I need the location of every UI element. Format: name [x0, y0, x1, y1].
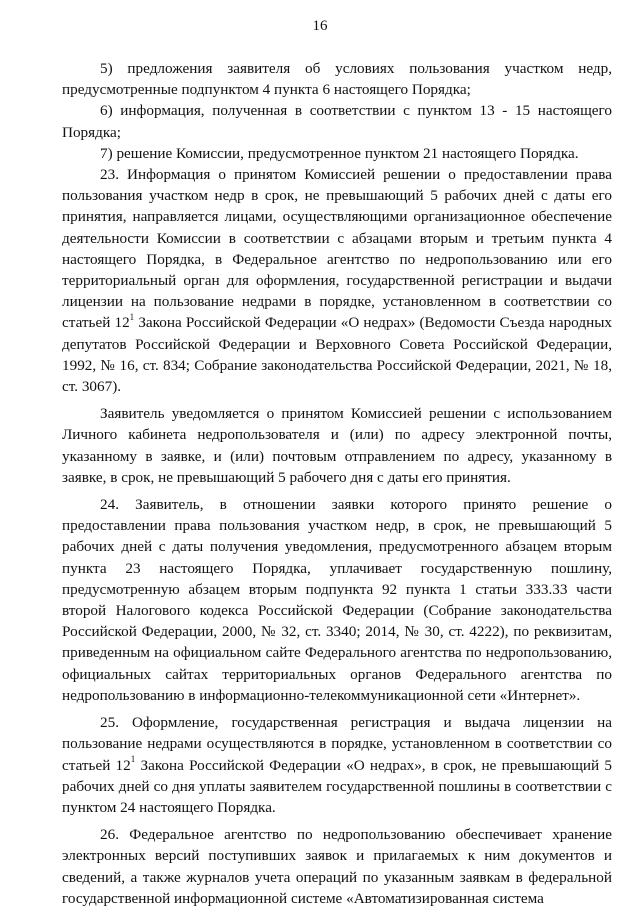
paragraph-23-tail: Закона Российской Федерации «О недрах» (Ведомости Съезда народных депутатов Российской Федерации и Верховного Совета Российской Федерации, 1992, № 16, ст. 834; Собрание законодательства Российской Федерации, 2021, № 18, ст. 3067).	[62, 314, 612, 396]
paragraph-item-7: 7) решение Комиссии, предусмотренное пунктом 21 настоящего Порядка.	[100, 144, 579, 162]
paragraph-item-6: 6) информация, полученная в соответствии с пунктом 13 - 15 настоящего Порядка;	[62, 102, 612, 141]
page-number: 16	[312, 18, 328, 34]
paragraph-25-text: 25. Оформление, государственная регистрация и выдача лицензии на пользование недрами осуществляются в порядке, установленном в соответствии со статьей 12	[62, 714, 612, 774]
paragraph-24: 24. Заявитель, в отношении заявки которого принято решение о предоставлении права пользования участком недр, в срок, не превышающий 5 рабочих дней с даты получения уведомления, предусмотренного абзацем вторым пункта 23 настоящего Порядка, уплачивает государственную пошлину, предусмотренную абзацем вторым подпункта 92 пункта 1 статьи 333.33 части второй Налогового кодекса Российской Федерации (Собрание законодательства Российской Федерации, 2000, № 32, ст. 3340; 2014, № 30, ст. 4222), по реквизитам, приведенным на официальном сайте Федерального агентства по недропользованию, официальных сайтах территориальных органов Федерального агентства по недропользованию в информационно-телекоммуникационной сети «Интернет».	[62, 496, 612, 704]
paragraph-applicant-notice: Заявитель уведомляется о принятом Комиссией решении с использованием Личного кабинета недропользователя и (или) по адресу электронной почты, указанному в заявке, и (или) почтовым отправлением по адресу, указанному в заявке, в срок, не превышающий 5 рабочего дня с даты его принятия.	[62, 405, 612, 486]
paragraph-25-tail: Закона Российской Федерации «О недрах», в срок, не превышающий 5 рабочих дней со дня уплаты заявителем государственной пошлины в соответствии с пунктом 24 настоящего Порядка.	[62, 756, 612, 816]
superscript-1: 1	[129, 312, 135, 323]
paragraph-25	[62, 712, 612, 818]
superscript-1: 1	[130, 754, 136, 765]
paragraph-23	[62, 164, 612, 397]
paragraph-26: 26. Федеральное агентство по недропользованию обеспечивает хранение электронных версий поступивших заявок и прилагаемых к ним документов и сведений, а также журналов учета операций по указанным заявкам в федеральной государственной информационной системе «Автоматизированная система	[62, 826, 612, 907]
paragraph-23-text: 23. Информация о принятом Комиссией решении о предоставлении права пользования участком недр в срок, не превышающий 5 рабочих дней с даты его принятия, направляется лицами, осуществляющими организационное обеспечение деятельности Комиссии в соответствии с абзацами вторым и третьим пункта 4 настоящего Порядка, в Федеральное агентство по недропользованию или его территориальный орган для оформления, государственной регистрации и выдачи лицензии на пользование недрами в порядке, установленном в соответствии со статьей 12	[62, 166, 612, 332]
document-body	[62, 58, 612, 909]
paragraph-item-5: 5) предложения заявителя об условиях пользования участком недр, предусмотренные подпунктом 4 пункта 6 настоящего Порядка;	[62, 60, 612, 99]
